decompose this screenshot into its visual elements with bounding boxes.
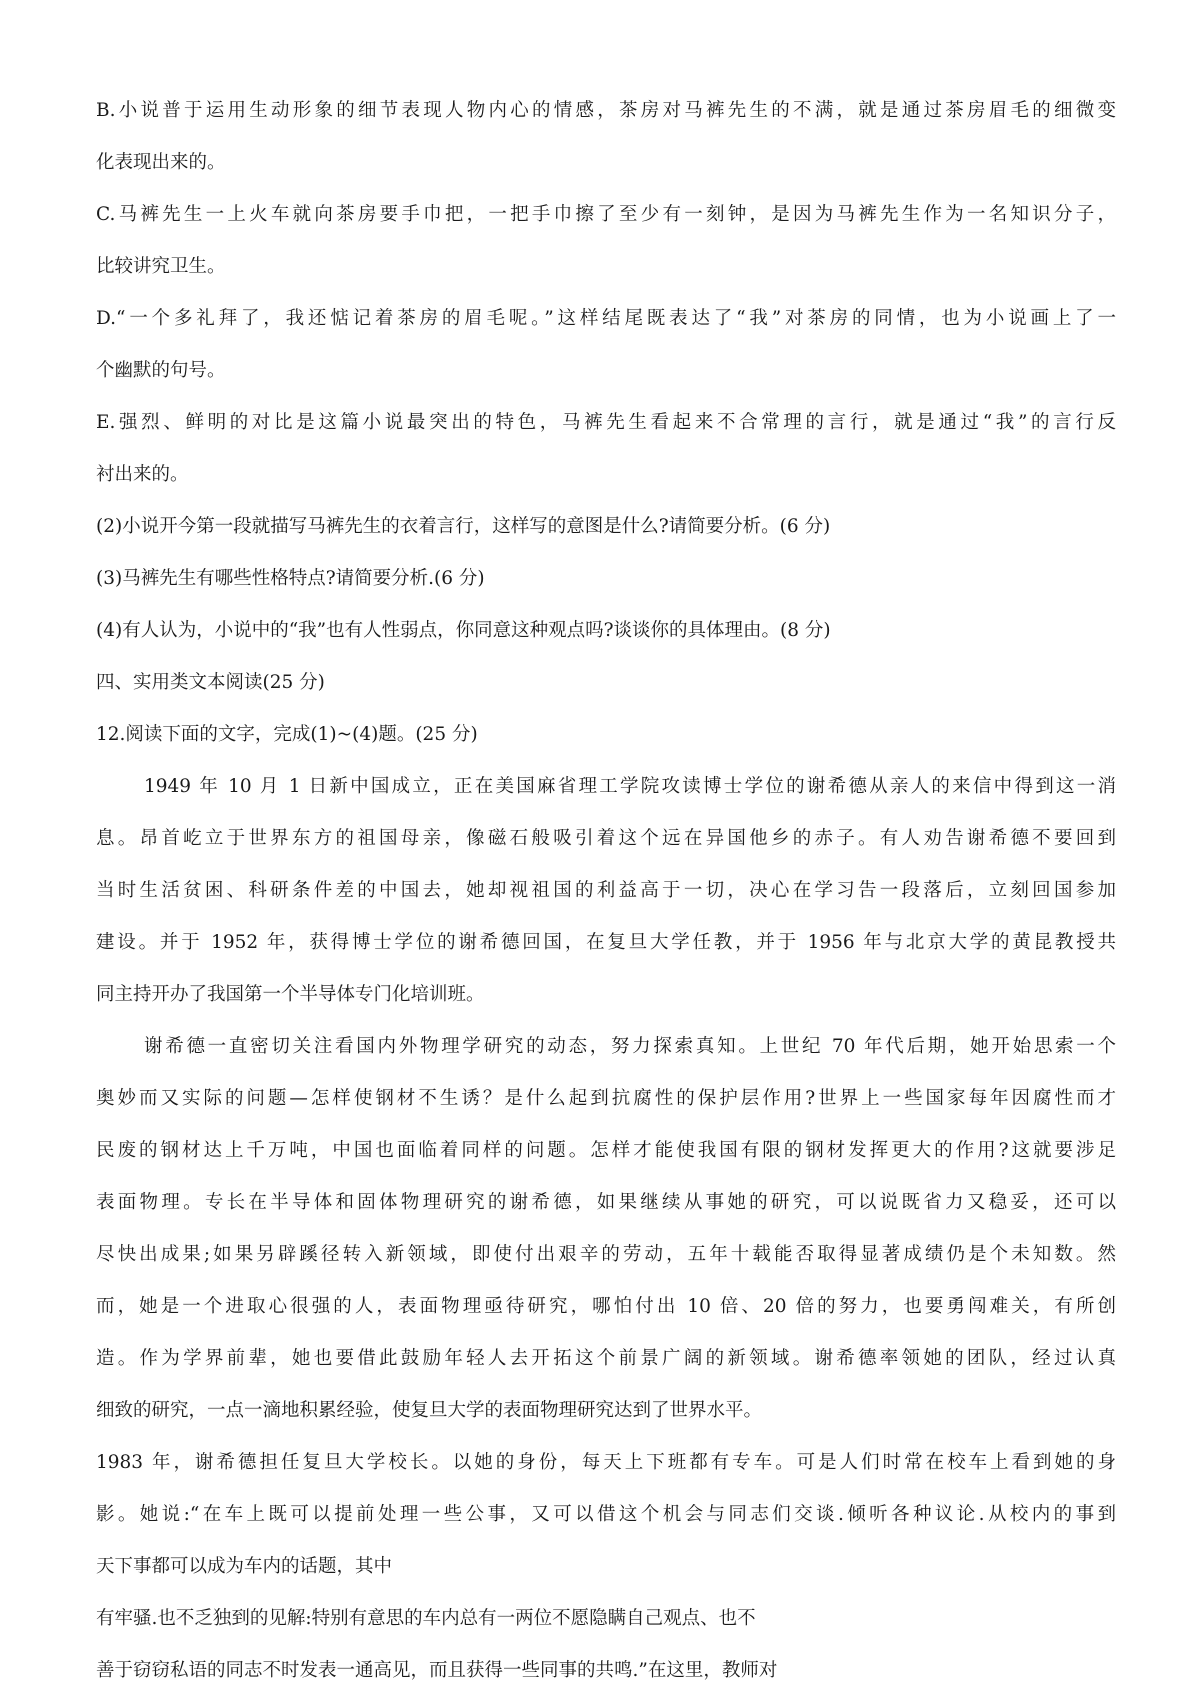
text-line: C.马裤先生一上火车就向茶房要手巾把，一把手巾擦了至少有一刻钟，是因为马裤先生作为一名知识分子， (96, 204, 1116, 225)
text-line: 12.阅读下面的文字，完成(1)~(4)题。(25 分) (96, 724, 478, 745)
text-line: 四、实用类文本阅读(25 分) (96, 672, 325, 693)
text-line: 表面物理。专长在半导体和固体物理研究的谢希德，如果继续从事她的研究，可以说既省力又稳妥，还可以 (96, 1192, 1116, 1213)
text-line: 造。作为学界前辈，她也要借此鼓励年轻人去开拓这个前景广阔的新领域。谢希德率领她的团队，经过认真 (96, 1348, 1116, 1369)
text-line: 化表现出来的。 (96, 152, 226, 173)
text-line: 奥妙而又实际的问题—怎样使钢材不生诱？是什么起到抗腐性的保护层作用?世界上一些国家每年因腐性而才 (96, 1088, 1116, 1109)
text-line: 天下事都可以成为车内的话题，其中 (96, 1556, 393, 1577)
text-line: 当时生活贫困、科研条件差的中国去，她却视祖国的利益高于一切，决心在学习告一段落后，立刻回国参加 (96, 880, 1116, 901)
text-line: (3)马裤先生有哪些性格特点?请简要分析.(6 分) (96, 568, 485, 589)
text-line: 民废的钢材达上千万吨，中国也面临着同样的问题。怎样才能使我国有限的钢材发挥更大的作用?这就要涉足 (96, 1140, 1116, 1161)
text-line: 1983 年，谢希德担任复旦大学校长。以她的身份，每天上下班都有专车。可是人们时常在校车上看到她的身 (96, 1452, 1116, 1473)
text-line: 有牢骚.也不乏独到的见解:特别有意思的车内总有一两位不愿隐瞒自己观点、也不 (96, 1608, 756, 1629)
text-line: (4)有人认为，小说中的“我”也有人性弱点，你同意这种观点吗?谈谈你的具体理由。(8 分) (96, 620, 831, 641)
text-line: 同主持开办了我国第一个半导体专门化培训班。 (96, 984, 485, 1005)
document-page (96, 96, 1116, 1708)
text-line: 细致的研究，一点一滴地积累经验，使复旦大学的表面物理研究达到了世界水平。 (96, 1400, 763, 1421)
text-line: B.小说普于运用生动形象的细节表现人物内心的情感，茶房对马裤先生的不满，就是通过茶房眉毛的细微变 (96, 100, 1116, 121)
text-line: 个幽默的句号。 (96, 360, 226, 381)
text-line: 息。昂首屹立于世界东方的祖国母亲，像磁石般吸引着这个远在异国他乡的赤子。有人劝告谢希德不要回到 (96, 828, 1116, 849)
text-line: 1949 年 10 月 1 日新中国成立，正在美国麻省理工学院攻读博士学位的谢希德从亲人的来信中得到这一消 (144, 776, 1116, 797)
text-line: 比较讲究卫生。 (96, 256, 226, 277)
text-line: E.强烈、鲜明的对比是这篇小说最突出的特色，马裤先生看起来不合常理的言行，就是通过“我”的言行反 (96, 412, 1116, 433)
text-line: 谢希德一直密切关注看国内外物理学研究的动态，努力探索真知。上世纪 70 年代后期，她开始思索一个 (144, 1036, 1116, 1057)
text-line: D.“一个多礼拜了，我还惦记着茶房的眉毛呢。”这样结尾既表达了“我”对茶房的同情，也为小说画上了一 (96, 308, 1116, 329)
text-line: 衬出来的。 (96, 464, 189, 485)
text-line: 影。她说:“在车上既可以提前处理一些公事，又可以借这个机会与同志们交谈.倾听各种议论.从校内的事到 (96, 1504, 1116, 1525)
text-line: 尽快出成果;如果另辟蹊径转入新领域，即使付出艰辛的劳动，五年十载能否取得显著成绩仍是个未知数。然 (96, 1244, 1116, 1265)
text-line: (2)小说开今第一段就描写马裤先生的衣着言行，这样写的意图是什么?请简要分析。(6 分) (96, 516, 831, 537)
text-line: 善于窃窃私语的同志不时发表一通高见，而且获得一些同事的共鸣.”在这里，教师对 (96, 1660, 778, 1681)
text-line: 而，她是一个进取心很强的人，表面物理亟待研究，哪怕付出 10 倍、20 倍的努力，也要勇闯难关，有所创 (96, 1296, 1116, 1317)
text-line: 建设。并于 1952 年，获得博士学位的谢希德回国，在复旦大学任教，并于 1956 年与北京大学的黄昆教授共 (96, 932, 1116, 953)
